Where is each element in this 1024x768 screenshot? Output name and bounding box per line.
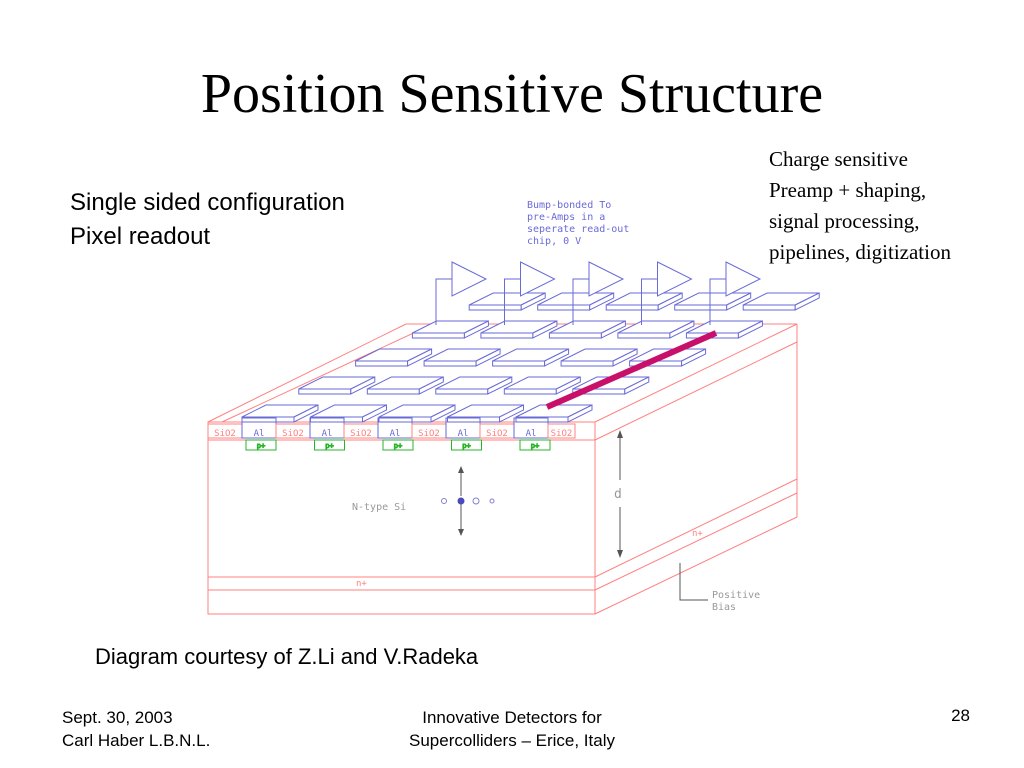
pixel-pad bbox=[504, 377, 580, 394]
pixel-pad bbox=[436, 377, 512, 394]
note-line-3: signal processing, bbox=[769, 209, 920, 233]
p-plus-label: p+ bbox=[530, 442, 540, 450]
bump-label-line-3: seperate read-out bbox=[527, 224, 630, 235]
bias-label-line-1: Positive bbox=[712, 590, 761, 601]
surface-cell-label: SiO2 bbox=[350, 429, 372, 439]
pixel-pad-grid bbox=[242, 293, 819, 422]
charge-carriers-icon bbox=[442, 466, 495, 536]
bump-label-line-4: chip, 0 V bbox=[527, 236, 582, 247]
subtitle-line-1: Single sided configuration bbox=[70, 189, 345, 216]
backside-n-plus-label: n+ bbox=[356, 579, 367, 589]
footer-event-line-2: Supercolliders – Erice, Italy bbox=[409, 731, 615, 750]
bias-label-line-2: Bias bbox=[712, 602, 737, 613]
footer-event-line-1: Innovative Detectors for bbox=[422, 708, 602, 727]
surface-cell-label: SiO2 bbox=[418, 429, 440, 439]
amplifier-icon bbox=[436, 262, 486, 325]
pixel-pad bbox=[448, 405, 524, 422]
pixel-pad bbox=[469, 293, 545, 310]
pixel-pad bbox=[311, 405, 387, 422]
bulk-label: N-type Si bbox=[352, 502, 407, 513]
p-plus-label: p+ bbox=[325, 442, 334, 450]
pixel-pad bbox=[493, 349, 569, 366]
footer-date: Sept. 30, 2003 bbox=[62, 708, 173, 727]
bias-lead bbox=[680, 563, 708, 600]
surface-cell-label: Al bbox=[389, 429, 401, 439]
surface-cell-label: Al bbox=[525, 429, 537, 439]
surface-cell-label: SiO2 bbox=[282, 429, 304, 439]
pixel-pad bbox=[516, 405, 592, 422]
pixel-pad bbox=[356, 349, 432, 366]
p-plus-label: p+ bbox=[462, 442, 471, 450]
pixel-pad bbox=[424, 349, 500, 366]
pixel-pad bbox=[367, 377, 443, 394]
pixel-pad bbox=[538, 293, 614, 310]
footer-center bbox=[362, 706, 662, 752]
footer-author: Carl Haber L.B.N.L. bbox=[62, 731, 211, 750]
surface-cell-label: SiO2 bbox=[550, 429, 573, 439]
subtitle-line-2: Pixel readout bbox=[70, 223, 211, 250]
footer-left bbox=[62, 706, 210, 752]
thickness-label: d bbox=[614, 487, 622, 502]
surface-cell-label: Al bbox=[321, 429, 333, 439]
p-plus-label: p+ bbox=[393, 442, 403, 450]
pixel-pad bbox=[299, 377, 375, 394]
detector-block bbox=[208, 324, 797, 614]
surface-cell-label: SiO2 bbox=[486, 429, 508, 439]
note-line-1: Charge sensitive bbox=[769, 147, 909, 171]
surface-cell-label: Al bbox=[253, 429, 265, 439]
pixel-pad bbox=[379, 405, 455, 422]
surface-cell-label: Al bbox=[457, 429, 469, 439]
pixel-pad bbox=[743, 293, 819, 310]
note-line-2: Preamp + shaping, bbox=[769, 178, 927, 202]
p-plus-label: p+ bbox=[256, 442, 266, 450]
page-number: 28 bbox=[951, 706, 970, 725]
side-n-plus-label: n+ bbox=[692, 529, 703, 539]
bump-label-line-1: Bump-bonded To bbox=[527, 200, 612, 211]
implant-row bbox=[246, 440, 550, 450]
pixel-pad bbox=[561, 349, 637, 366]
note-line-4: pipelines, digitization bbox=[769, 240, 951, 264]
particle-track bbox=[547, 333, 716, 407]
pixel-pad bbox=[675, 293, 751, 310]
diagram-credit: Diagram courtesy of Z.Li and V.Radeka bbox=[95, 644, 479, 669]
slide-title: Position Sensitive Structure bbox=[200, 63, 824, 125]
bump-label-line-2: pre-Amps in a bbox=[527, 212, 606, 223]
surface-cell-label: SiO2 bbox=[214, 429, 236, 439]
pixel-pad bbox=[606, 293, 682, 310]
